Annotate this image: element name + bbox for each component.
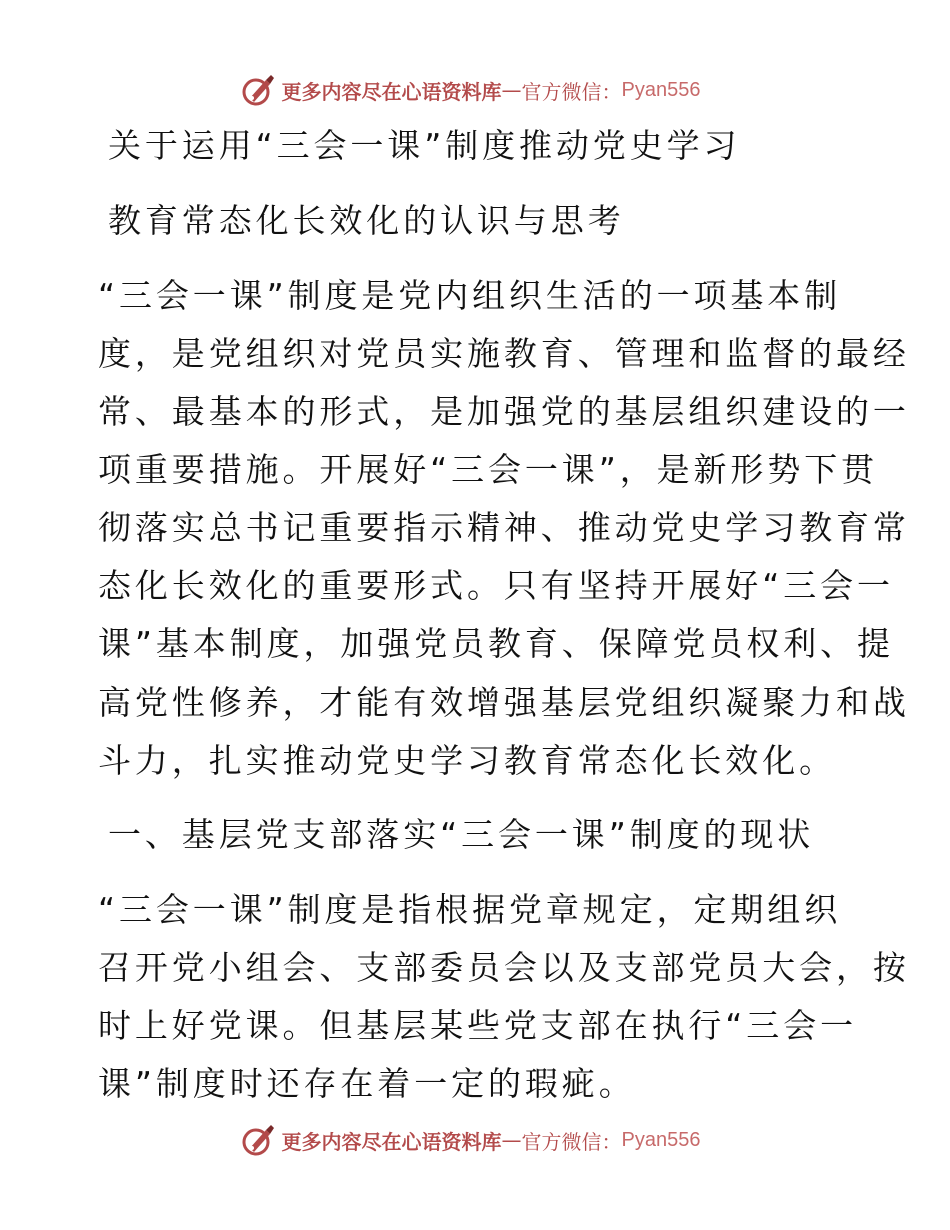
paragraph1-line: 高党性修养，才能有效增强基层党组织凝聚力和战 <box>98 683 910 722</box>
paragraph1-line: 彻落实总书记重要指示精神、推动党史学习教育常 <box>98 508 910 547</box>
watermark-label: 官方微信： <box>521 79 622 104</box>
watermark-label: 官方微信： <box>521 1129 622 1154</box>
watermark-dash: — <box>501 78 522 102</box>
paragraph2-line: 召开党小组会、支部委员会以及支部党员大会，按 <box>98 948 910 987</box>
watermark-banner-top <box>0 70 950 110</box>
watermark-handle: Pyan556 <box>621 1128 701 1151</box>
paragraph2-line: “三会一课”制度是指根据党章规定，定期组织 <box>98 890 842 929</box>
paragraph1-line: 度，是党组织对党员实施教育、管理和监督的最经 <box>98 334 910 373</box>
pen-logo-icon <box>240 1122 276 1158</box>
title-line-1: 关于运用“三会一课”制度推动党史学习 <box>108 126 741 165</box>
paragraph1-line: “三会一课”制度是党内组织生活的一项基本制 <box>98 276 842 315</box>
pen-logo-icon <box>240 72 276 108</box>
title-line-2: 教育常态化长效化的认识与思考 <box>108 201 625 240</box>
paragraph1-line: 斗力，扎实推动党史学习教育常态化长效化。 <box>98 741 836 780</box>
watermark-handle: Pyan556 <box>621 78 701 101</box>
paragraph2-line: 时上好党课。但基层某些党支部在执行“三会一 <box>98 1006 857 1045</box>
paragraph2-line: 课”制度时还存在着一定的瑕疵。 <box>98 1064 636 1103</box>
watermark-banner-bottom <box>0 1120 950 1160</box>
paragraph1-line: 课”基本制度，加强党员教育、保障党员权利、提 <box>98 624 894 663</box>
section-heading: 一、基层党支部落实“三会一课”制度的现状 <box>108 815 815 854</box>
watermark-text: 更多内容尽在心语资料库 <box>281 1129 502 1154</box>
watermark-dash: — <box>501 1128 522 1152</box>
paragraph1-line: 态化长效化的重要形式。只有坚持开展好“三会一 <box>98 566 894 605</box>
paragraph1-line: 常、最基本的形式，是加强党的基层组织建设的一 <box>98 392 910 431</box>
watermark-text: 更多内容尽在心语资料库 <box>281 79 502 104</box>
paragraph1-line: 项重要措施。开展好“三会一课”，是新形势下贯 <box>98 450 878 489</box>
